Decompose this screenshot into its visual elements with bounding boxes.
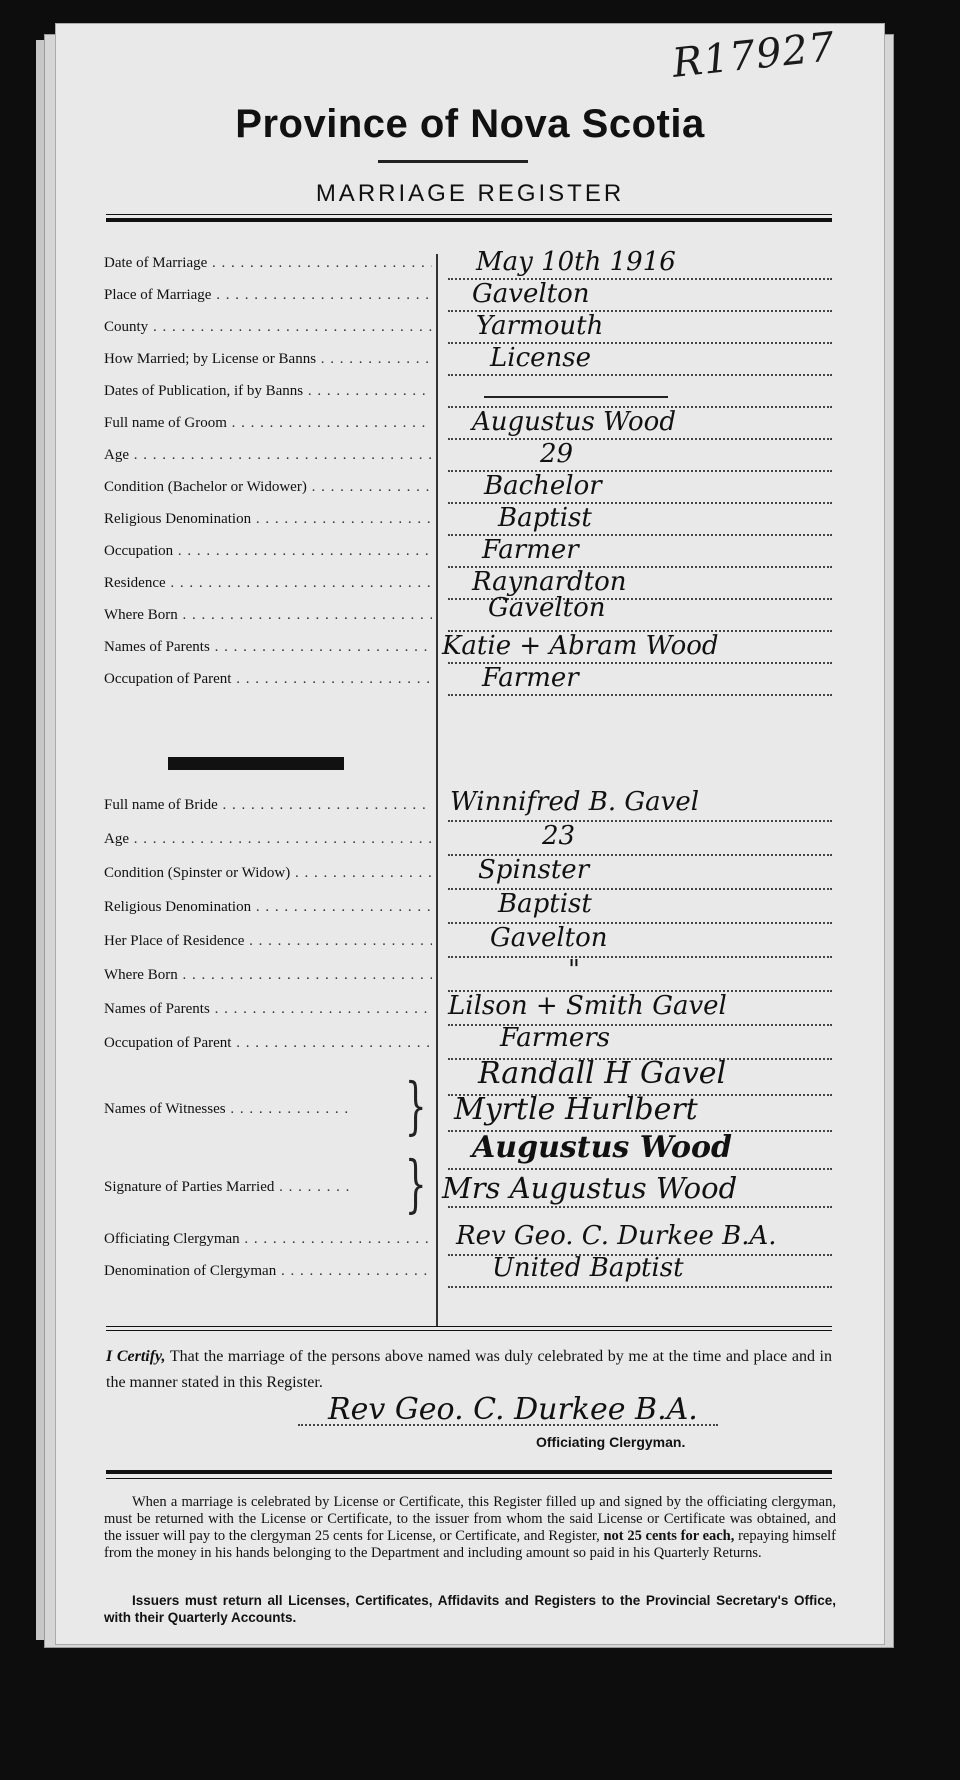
- field-label-parties: Signature of Parties Married . . .: [104, 1172, 354, 1202]
- field-line-clergy-denomination: [448, 1286, 832, 1288]
- field-line-groom-parent-occupation: [448, 694, 832, 696]
- field-value-bride-age: 23: [542, 821, 576, 851]
- field-line-how-married: [448, 374, 832, 376]
- page-title: Province of Nova Scotia: [235, 102, 705, 146]
- field-value-groom-parent-occupation: Farmer: [482, 663, 579, 693]
- register-subtitle: MARRIAGE REGISTER: [315, 180, 625, 207]
- field-label-groom-occupation: Occupation . . .: [104, 536, 432, 566]
- field-value-bride-residence: Gavelton: [490, 923, 608, 953]
- notice-rule-thin: [106, 1478, 832, 1479]
- field-value-party-2: Mrs Augustus Wood: [442, 1171, 738, 1205]
- field-value-bride-religion: Baptist: [498, 889, 592, 919]
- field-line-bride-residence: [448, 956, 832, 958]
- field-line-party-1: [448, 1168, 832, 1170]
- parties-brace: }: [404, 1147, 427, 1220]
- field-label-county: County . . .: [104, 312, 432, 342]
- field-label-bride-condition: Condition (Spinster or Widow) . . .: [104, 858, 432, 888]
- field-label-groom-parent-occupation: Occupation of Parent . . .: [104, 664, 432, 694]
- field-label-groom-condition: Condition (Bachelor or Widower) . . .: [104, 472, 432, 502]
- issuers-notice: Issuers must return all Licenses, Certificates, Affidavits and Registers to the Provincial Secretary's Office, with their Quarterly Accounts.: [104, 1593, 836, 1625]
- field-value-witness-1: Randall H Gavel: [478, 1056, 727, 1091]
- return-instructions: [104, 1494, 836, 1562]
- notice-text-before: When a marriage is celebrated by License or Certificate, this Register filled up and signed by the officiating clergyman, must be returned with the License or Certificate, to the issuer from whom the said License or Certificate was obtained, and the issuer will pay to the clergyman 25 cents for License, or Certificate, and Register,: [104, 1494, 836, 1544]
- field-label-witnesses: Names of Witnesses . . .: [104, 1094, 354, 1124]
- header-rule-thin: [106, 214, 832, 215]
- title-underline: [378, 160, 528, 163]
- field-value-groom-name: Augustus Wood: [472, 407, 676, 437]
- publication-dash: [484, 396, 668, 398]
- signature-caption: Officiating Clergyman.: [536, 1434, 686, 1450]
- field-label-groom-religion: Religious Denomination . . .: [104, 504, 432, 534]
- field-line-bride-name: [448, 820, 832, 822]
- field-line-party-2: [448, 1206, 832, 1208]
- field-value-groom-age: 29: [540, 439, 574, 469]
- field-value-groom-parents: Katie + Abram Wood: [442, 631, 719, 661]
- field-label-groom-name: Full name of Groom . . .: [104, 408, 432, 438]
- notice-text-after: repaying himself from the money in his hands belonging to the Department and including amount so paid in his Quarterly Returns.: [104, 1528, 836, 1561]
- field-value-county: Yarmouth: [476, 311, 604, 341]
- field-label-how-married: How Married; by License or Banns . . .: [104, 344, 432, 374]
- certification-rule-top: [106, 1326, 832, 1327]
- field-value-groom-religion: Baptist: [498, 503, 592, 533]
- field-label-groom-residence: Residence . . .: [104, 568, 432, 598]
- field-label-bride-name: Full name of Bride . . .: [104, 790, 432, 820]
- field-label-bride-parent-occupation: Occupation of Parent . . .: [104, 1028, 432, 1058]
- field-value-date: May 10th 1916: [476, 247, 676, 277]
- field-value-groom-birthplace: Gavelton: [488, 593, 606, 623]
- field-value-groom-condition: Bachelor: [484, 471, 602, 501]
- field-label-bride-parents: Names of Parents . . .: [104, 994, 432, 1024]
- field-value-witness-2: Myrtle Hurlbert: [454, 1092, 698, 1127]
- field-value-bride-birthplace: ": [568, 955, 580, 985]
- field-label-bride-age: Age . . .: [104, 824, 432, 854]
- field-value-how-married: License: [490, 343, 592, 373]
- witnesses-brace: }: [404, 1069, 427, 1142]
- field-label-clergy-denomination: Denomination of Clergyman . . .: [104, 1256, 432, 1286]
- certification-rule-top-2: [106, 1330, 832, 1331]
- field-label-officiating-clergyman: Officiating Clergyman . . .: [104, 1224, 432, 1254]
- notice-rule-thick: [106, 1470, 832, 1474]
- field-label-bride-residence: Her Place of Residence . . .: [104, 926, 432, 956]
- column-divider: [436, 254, 438, 1326]
- certification-text: That the marriage of the persons above named was duly celebrated by me at the time and place and in the manner stated in this Register.: [106, 1348, 832, 1391]
- field-label-place: Place of Marriage . . .: [104, 280, 432, 310]
- field-line-groom-name: [448, 438, 832, 440]
- field-label-bride-religion: Religious Denomination . . .: [104, 892, 432, 922]
- field-value-bride-parents: Lilson + Smith Gavel: [448, 991, 727, 1021]
- field-value-bride-parent-occupation: Farmers: [500, 1023, 611, 1053]
- field-value-party-1: Augustus Wood: [472, 1130, 733, 1165]
- reference-number: R17927: [670, 24, 838, 87]
- field-label-date: Date of Marriage . . .: [104, 248, 432, 278]
- certification-statement: [106, 1344, 832, 1396]
- clergyman-signature: Rev Geo. C. Durkee B.A.: [328, 1392, 698, 1427]
- field-value-groom-occupation: Farmer: [482, 535, 579, 565]
- field-value-bride-condition: Spinster: [478, 855, 590, 885]
- notice-text-bold: not 25 cents for each,: [603, 1528, 735, 1544]
- field-value-groom-residence: Raynardton: [472, 567, 627, 597]
- field-value-bride-name: Winnifred B. Gavel: [450, 787, 700, 817]
- section-separator-bar: [168, 757, 344, 770]
- field-label-groom-parents: Names of Parents . . .: [104, 632, 432, 662]
- header-rule-thick: [106, 218, 832, 222]
- field-value-officiating-clergyman: Rev Geo. C. Durkee B.A.: [456, 1221, 777, 1251]
- field-label-publication-dates: Dates of Publication, if by Banns . . .: [104, 376, 432, 406]
- field-label-bride-birthplace: Where Born . . .: [104, 960, 432, 990]
- certification-lead: I Certify,: [106, 1348, 166, 1365]
- field-label-groom-birthplace: Where Born . . .: [104, 600, 432, 630]
- field-label-groom-age: Age . . .: [104, 440, 432, 470]
- marriage-register-page: [56, 24, 884, 1644]
- field-value-clergy-denomination: United Baptist: [492, 1253, 684, 1283]
- field-value-place: Gavelton: [472, 279, 590, 309]
